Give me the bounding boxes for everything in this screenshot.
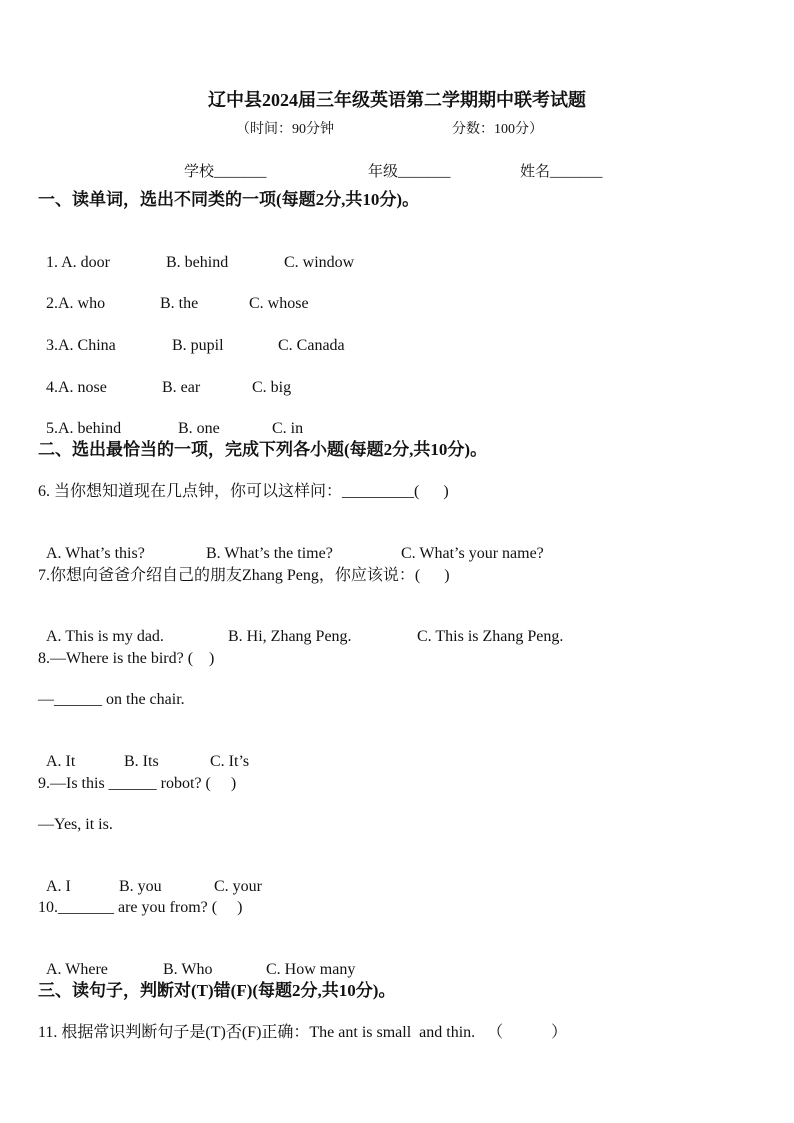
question-6-options [38,524,544,564]
option-c: C. your [214,878,262,895]
exam-time: （时间：90分钟 [236,122,334,137]
question-10-options [38,940,355,980]
question-6: 6. 当你想知道现在几点钟，你可以这样问：_________( ) [38,483,449,500]
option-b: B. Its [124,753,159,770]
option-b: B. ear [162,379,201,396]
question-1 [38,233,354,273]
question-7: 7.你想向爸爸介绍自己的朋友Zhang Peng，你应该说：( ) [38,567,450,584]
question-10: 10._______ are you from? ( ) [38,899,243,916]
option-b: B. one [178,420,220,437]
question-8: 8.—Where is the bird? ( ) [38,650,215,667]
option-b: B. Hi, Zhang Peng. [228,628,352,645]
option-c: C. whose [249,295,309,312]
question-4 [38,358,291,398]
option-c: C. Canada [278,337,345,354]
exam-score: 分数：100分） [452,122,543,137]
option-a: 1. A. door [46,254,110,271]
option-b: B. pupil [172,337,224,354]
option-a: 5.A. behind [46,420,122,437]
option-a: A. Where [46,961,108,978]
question-8-answer-line: —______ on the chair. [38,691,185,708]
option-a: A. It [46,753,76,770]
question-11: 11. 根据常识判断句子是(T)否(F)正确：The ant is small and thin. （ ） [38,1024,568,1041]
option-a: A. I [46,878,71,895]
question-5 [38,399,303,439]
option-b: B. you [119,878,162,895]
grade-field: 年级_______ [368,164,451,180]
option-a: 4.A. nose [46,379,107,396]
option-c: C. It’s [210,753,250,770]
option-b: B. behind [166,254,229,271]
name-field: 姓名_______ [520,164,603,180]
option-c: C. window [284,254,355,271]
option-b: B. the [160,295,199,312]
section-3-heading: 三、读句子，判断对(T)错(F)(每题2分,共10分)。 [38,981,396,1000]
question-7-options [38,607,563,647]
option-c: C. big [252,379,292,396]
question-3 [38,316,345,356]
option-c: C. What’s your name? [401,545,544,562]
option-a: 2.A. who [46,295,106,312]
option-b: B. What’s the time? [206,545,333,562]
school-field: 学校_______ [184,164,267,180]
exam-title: 辽中县2024届三年级英语第二学期期中联考试题 [208,90,586,110]
option-c: C. in [272,420,304,437]
option-b: B. Who [163,961,213,978]
question-9: 9.—Is this ______ robot? ( ) [38,775,237,792]
section-2-heading: 二、选出最恰当的一项，完成下列各小题(每题2分,共10分)。 [38,440,488,459]
question-2 [38,274,309,314]
option-c: C. How many [266,961,356,978]
question-9-options [38,857,262,897]
question-8-options [38,732,249,772]
option-a: A. What’s this? [46,545,145,562]
question-9-answer-line: —Yes, it is. [38,816,113,833]
option-c: C. This is Zhang Peng. [417,628,564,645]
option-a: A. This is my dad. [46,628,164,645]
option-a: 3.A. China [46,337,116,354]
section-1-heading: 一、读单词，选出不同类的一项(每题2分,共10分)。 [38,190,420,209]
